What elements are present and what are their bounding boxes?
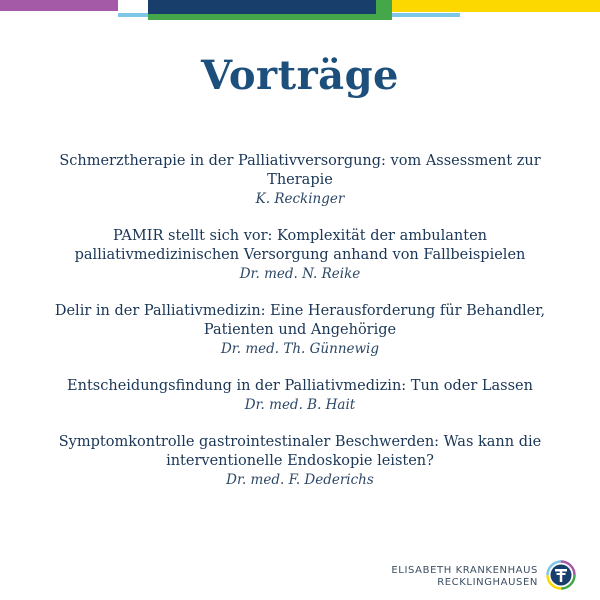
color-bar-light-blue-right (392, 13, 460, 17)
talk-list (30, 152, 570, 508)
color-bar-navy (148, 0, 376, 14)
color-bar-purple (0, 0, 118, 11)
talk-speaker: Dr. med. F. Dederichs (226, 472, 374, 488)
talk-title: Delir in der Palliativmedizin: Eine Herausforderung für Behandler, Patienten und Angehörige (54, 303, 546, 338)
talk-item (30, 302, 570, 359)
talk-speaker: Dr. med. B. Hait (244, 397, 356, 413)
talk-item (30, 152, 570, 209)
page-title: Vorträge (200, 52, 399, 99)
color-bar-yellow (392, 0, 600, 12)
talk-item (30, 377, 570, 415)
talk-item (30, 433, 570, 490)
talk-title: PAMIR stellt sich vor: Komplexität der ambulanten palliativmedizinischen Versorgung anhand von Fallbeispielen (74, 228, 526, 263)
talk-title: Schmerztherapie in der Palliativversorgung: vom Assessment zur Therapie (59, 153, 541, 188)
talk-speaker: Dr. med. N. Reike (239, 266, 361, 282)
talk-item (30, 227, 570, 284)
hospital-logo-text (391, 565, 538, 589)
hospital-emblem-icon (546, 560, 576, 590)
talk-speaker: Dr. med. Th. Günnewig (220, 341, 380, 357)
logo-city: RECKLINGHAUSEN (437, 577, 538, 588)
logo-name: ELISABETH KRANKENHAUS (391, 565, 538, 576)
top-color-bar (0, 0, 600, 22)
talk-speaker: K. Reckinger (255, 191, 345, 207)
color-bar-light-blue-left (118, 13, 148, 17)
talk-title: Symptomkontrolle gastrointestinaler Beschwerden: Was kann die interventionelle Endoskopie leisten? (58, 434, 542, 469)
talk-title: Entscheidungsfindung in der Palliativmedizin: Tun oder Lassen (67, 378, 533, 394)
